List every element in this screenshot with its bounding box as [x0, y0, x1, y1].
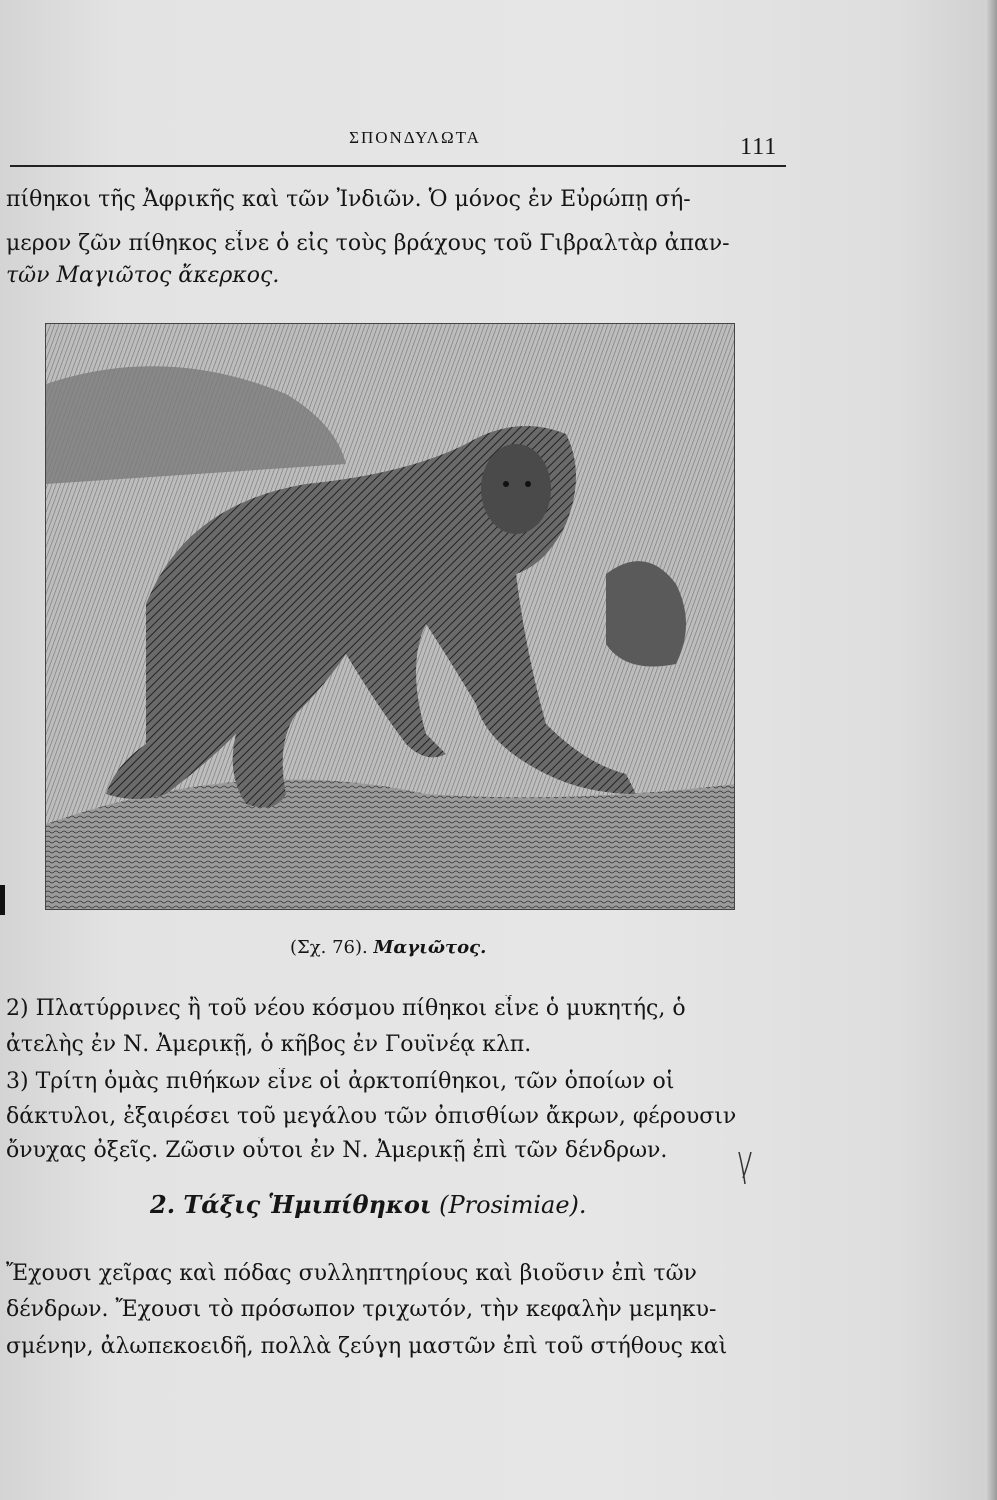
section-number: 2. Τάξις [150, 1190, 261, 1219]
margin-mark [0, 885, 5, 915]
text-line: Ἔχουσι χεῖρας καὶ πόδας συλληπτηρίους καὶ βιοῦσιν ἐπὶ τῶν [6, 1261, 697, 1286]
figure-caption [290, 937, 590, 958]
text-line: 2) Πλατύρρινες ἢ τοῦ νέου κόσμου πίθηκοι εἶνε ὁ μυκητής, ὁ [6, 996, 686, 1021]
section-latin: (Prosimiae). [439, 1191, 587, 1219]
rock-ledge [46, 779, 735, 910]
pencil-mark-icon [735, 1148, 755, 1188]
engraving-illustration [46, 324, 735, 910]
text-line: μερον ζῶν πίθηκος εἶνε ὁ εἰς τοὺς βράχους τοῦ Γιβραλτὰρ ἀπαν- [6, 231, 730, 256]
page-number: 111 [740, 134, 778, 160]
text-line: 3) Τρίτη ὁμὰς πιθήκων εἶνε οἱ ἀρκτοπίθηκοι, τῶν ὁποίων οἱ [6, 1069, 675, 1094]
text-line: τῶν Μαγιῶτος ἄκερκος. [6, 263, 280, 288]
text-line: ὄνυχας ὀξεῖς. Ζῶσιν οὗτοι ἐν Ν. Ἀμερικῇ ἐπὶ τῶν δένδρων. [6, 1138, 668, 1163]
text-line: δένδρων. Ἔχουσι τὸ πρόσωπον τριχωτόν, τὴν κεφαλὴν μεμηκυ- [6, 1297, 717, 1322]
caption-name: Μαγιῶτος. [373, 937, 487, 958]
running-header: ΣΠΟΝΔΥΛΩΤΑ [349, 128, 481, 147]
text-line: σμένην, ἀλωπεκοειδῆ, πολλὰ ζεύγη μαστῶν ἐπὶ τοῦ στήθους καὶ [6, 1334, 728, 1359]
text-line: πίθηκοι τῆς Ἀφρικῆς καὶ τῶν Ἰνδιῶν. Ὁ μόνος ἐν Εὐρώπῃ σή- [6, 187, 691, 212]
macaque-engraving [45, 323, 735, 910]
text-line: δάκτυλοι, ἐξαιρέσει τοῦ μεγάλου τῶν ὀπισθίων ἄκρων, φέρουσιν [6, 1104, 737, 1129]
page-edge [985, 0, 997, 1500]
text-line: ἀτελὴς ἐν Ν. Ἀμερικῇ, ὁ κῆβος ἐν Γουϊνέᾳ κλπ. [6, 1032, 532, 1057]
caption-figure-number: (Σχ. 76). [290, 937, 368, 958]
header-rule [10, 165, 786, 167]
macaque-head [481, 444, 551, 534]
section-heading [150, 1190, 750, 1219]
section-name: Ἡμιπίθηκοι [267, 1190, 432, 1219]
